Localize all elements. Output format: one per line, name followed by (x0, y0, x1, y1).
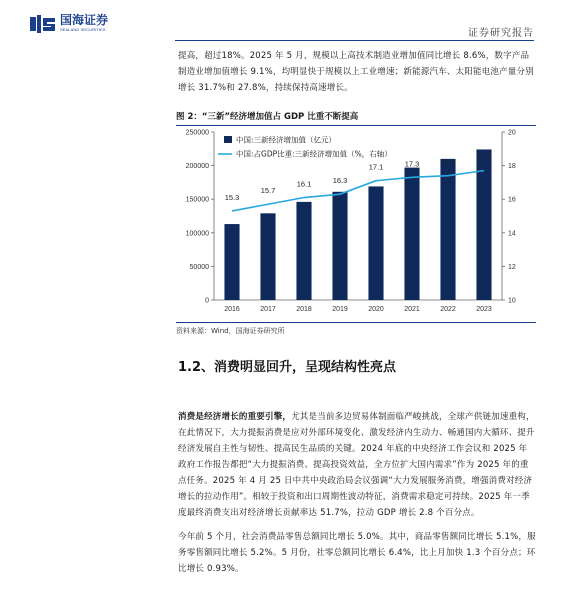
bar-2019 (332, 192, 347, 300)
data-label: 16.3 (332, 176, 348, 186)
x-tick-label: 2020 (368, 306, 384, 313)
right-tick-label: 16 (508, 196, 516, 204)
paragraph-lead: 消费是经济增长的重要引擎， (178, 412, 292, 422)
data-label: 16.1 (296, 179, 312, 189)
legend-line-label: 中国:占GDP比重:三新经济增加值（%，右轴） (236, 149, 392, 159)
x-tick-label: 2023 (476, 306, 492, 313)
x-tick-label: 2019 (332, 306, 348, 313)
right-tick-label: 14 (508, 230, 516, 238)
three-new-economy-chart (176, 124, 536, 320)
x-tick-label: 2022 (440, 306, 456, 313)
logo-chinese-name: 国海证券 (60, 13, 109, 27)
data-label: 17.1 (368, 162, 384, 172)
section-title: 1.2、消费明显回升，呈现结构性亮点 (178, 360, 397, 375)
left-tick-label: 150000 (185, 196, 209, 204)
left-tick-label: 250000 (185, 129, 209, 137)
logo-mark-icon (30, 15, 56, 33)
x-tick-label: 2017 (260, 306, 276, 313)
data-label: 17.7 (476, 152, 492, 162)
x-tick-label: 2021 (404, 306, 420, 313)
header-divider (175, 40, 534, 41)
company-logo (30, 14, 108, 33)
data-label: 17.3 (404, 159, 420, 169)
data-label: 15.3 (224, 192, 240, 202)
paragraph-retail-sales: 今年前 5 个月，社会消费品零售总额同比增长 5.0%。其中，商品零售额同比增长 5.1%，服务零售额同比增长 5.2%。5 月份，社零总额同比增长 6.4%，比上月加快 1.3 个百分点；环比增长 0.93%。 (178, 532, 536, 574)
right-tick-label: 20 (508, 129, 516, 137)
data-label: 17.4 (440, 157, 456, 167)
right-tick-label: 12 (508, 263, 516, 271)
paragraph-high-tech: 提高，超过18%。2025 年 5 月，规模以上高技术制造业增加值同比增长 8.6%，数字产品制造业增加值增长 9.1%，均明显快于规模以上工业增速；新能源汽车、太阳能电池产量分别增长 31.7%和 27.8%，持续保持高速增长。 (178, 51, 534, 93)
bar-2020 (368, 186, 383, 300)
bar-2016 (224, 224, 239, 300)
left-tick-label: 50000 (189, 263, 209, 271)
paragraph-body: 尤其是当前多边贸易体制面临严峻挑战，全球产供链加速重构，在此情况下，大力提振消费是应对外部环境变化、激发经济内生动力、畅通国内大循环、提升经济发展自主性与韧性、提高民生品质的关键。2024 年底的中央经济工作会议和 2025 年政府工作报告都把“大力提振消费、提高投资效益，全方位扩大国内需求”作为 2025 年的重点任务。2025 年 4 月 25 日中共中央政治局会议强调“大力发展服务消费，增强消费对经济增长的拉动作用”。相较于投资和出口周期性波动特征，消费需求稳定可持续。2025 年一季度最终消费支出对经济增长贡献率达 51.7%，拉动 GDP 增长 2.8 个百分点。 (178, 412, 535, 518)
logo-english-name: SEALAND SECURITIES (60, 27, 106, 32)
bar-2021 (404, 168, 419, 300)
report-type-label: 证券研究报告 (468, 28, 534, 39)
bar-2017 (260, 213, 275, 300)
left-tick-label: 200000 (185, 163, 209, 171)
figure-title: 图 2：“三新”经济增加值占 GDP 比重不断提高 (176, 110, 536, 126)
legend-bar-swatch (224, 136, 232, 143)
x-tick-label: 2016 (224, 306, 240, 313)
figure-source: 资料来源：Wind，国海证券研究所 (176, 322, 536, 336)
left-tick-label: 0 (205, 297, 209, 305)
bar-2022 (440, 159, 455, 300)
legend-bar-label: 中国:三新经济增加值（亿元） (236, 135, 337, 145)
right-tick-label: 18 (508, 163, 516, 171)
right-tick-label: 10 (508, 297, 516, 305)
left-tick-label: 100000 (185, 230, 209, 238)
data-label: 15.7 (260, 186, 276, 196)
page-header (0, 0, 564, 44)
bar-2018 (296, 202, 311, 300)
x-tick-label: 2018 (296, 306, 312, 313)
paragraph-consumption (178, 409, 536, 521)
